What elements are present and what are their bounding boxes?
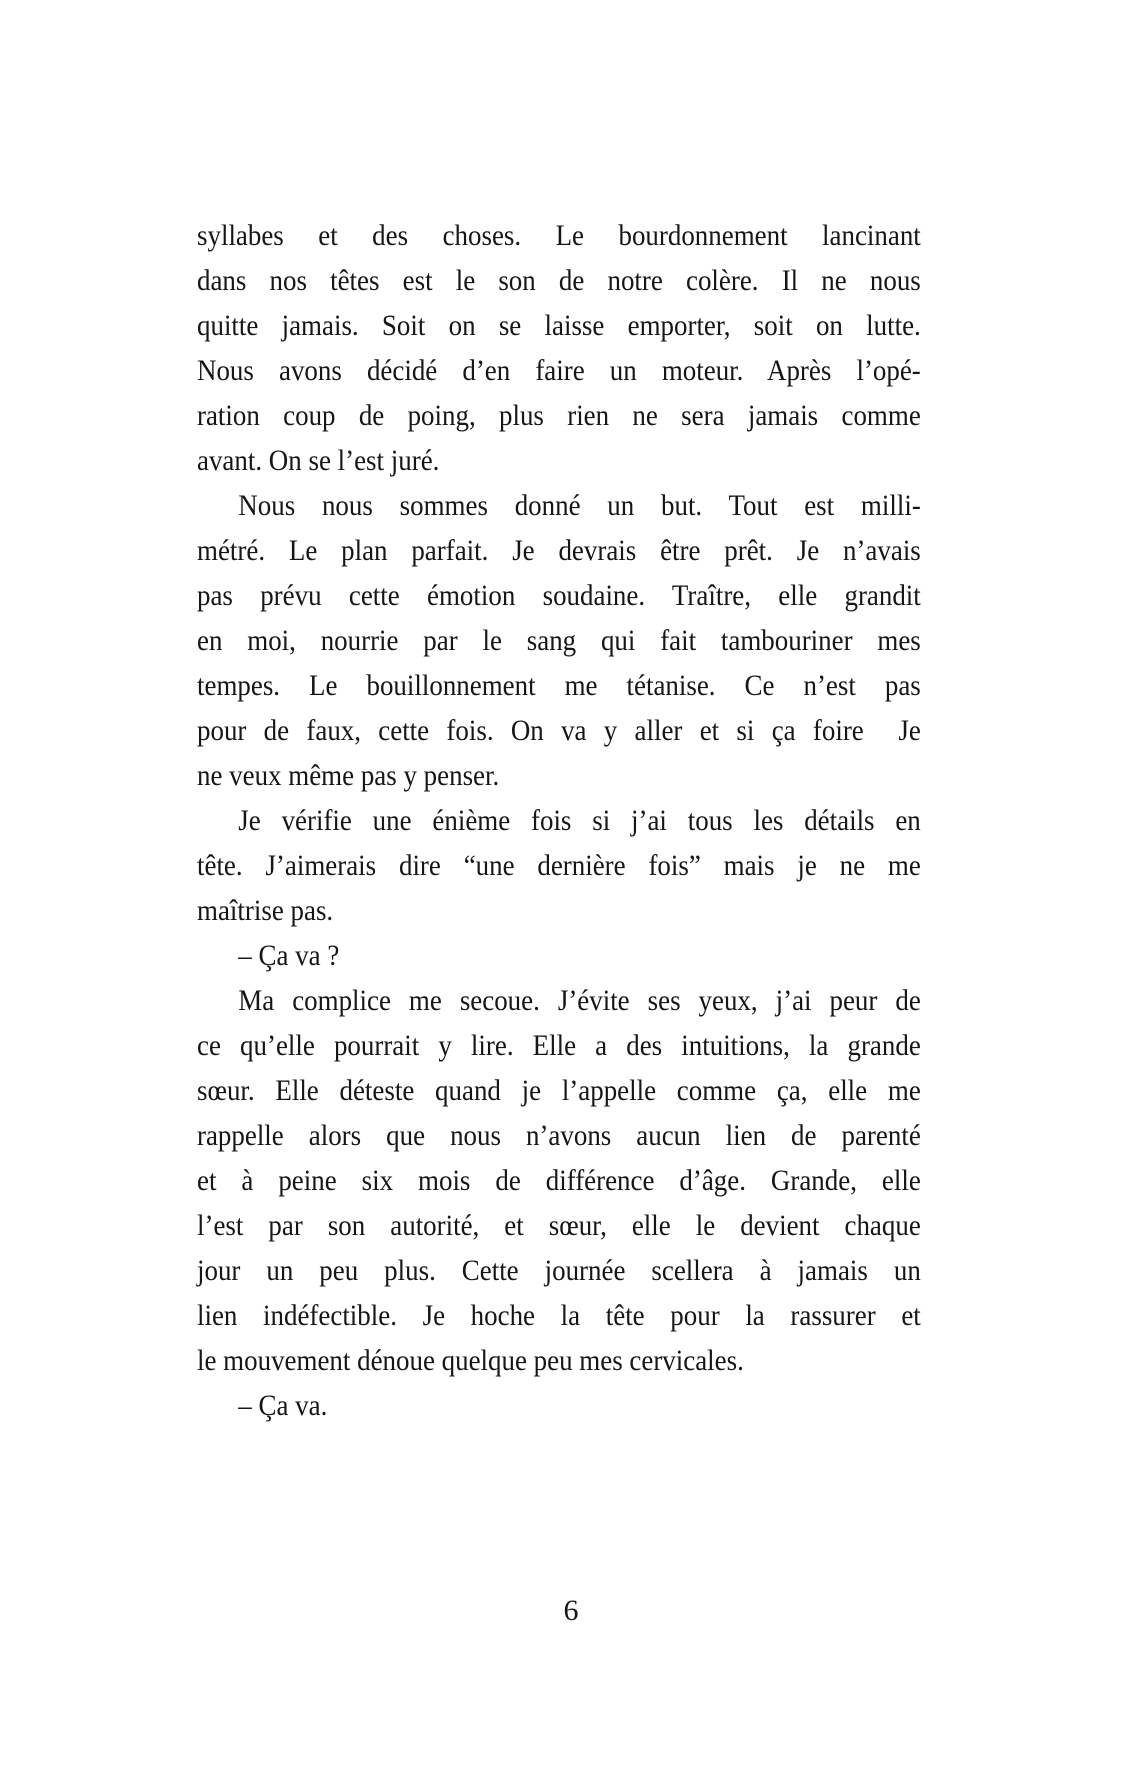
text-line: et à peine six mois de différence d’âge. Grande, elle (197, 1164, 921, 1197)
text-line: dans nos têtes est le son de notre colère. Il ne nous (197, 264, 921, 297)
text-block (197, 213, 921, 1428)
text-line: Je vérifie une énième fois si j’ai tous les détails en (238, 804, 921, 837)
text-line: – Ça va ? (238, 939, 340, 972)
text-line: ce qu’elle pourrait y lire. Elle a des intuitions, la grande (197, 1029, 921, 1062)
text-line: Ma complice me secoue. J’évite ses yeux, j’ai peur de (238, 984, 921, 1017)
text-line: lien indéfectible. Je hoche la tête pour la rassurer et (197, 1299, 921, 1332)
text-line: ration coup de poing, plus rien ne sera jamais comme (197, 399, 921, 432)
text-line: pas prévu cette émotion soudaine. Traître, elle grandit (197, 579, 921, 612)
text-line: le mouvement dénoue quelque peu mes cervicales. (197, 1344, 744, 1377)
text-line: Nous avons décidé d’en faire un moteur. Après l’opé- (197, 354, 921, 387)
text-line: rappelle alors que nous n’avons aucun lien de parenté (197, 1119, 921, 1152)
text-line: jour un peu plus. Cette journée scellera à jamais un (197, 1254, 921, 1287)
page-number: 6 (563, 1594, 579, 1627)
text-line: – Ça va. (238, 1389, 328, 1422)
text-line: Nous nous sommes donné un but. Tout est milli- (238, 489, 921, 522)
text-line: en moi, nourrie par le sang qui fait tambouriner mes (197, 624, 921, 657)
text-line: syllabes et des choses. Le bourdonnement lancinant (197, 219, 921, 252)
text-line: pour de faux, cette fois. On va y aller et si ça foire Je (197, 714, 921, 747)
text-line: l’est par son autorité, et sœur, elle le devient chaque (197, 1209, 921, 1242)
text-line: sœur. Elle déteste quand je l’appelle comme ça, elle me (197, 1074, 921, 1107)
text-line: ne veux même pas y penser. (197, 759, 500, 792)
text-line: quitte jamais. Soit on se laisse emporter, soit on lutte. (197, 309, 921, 342)
text-line: maîtrise pas. (197, 894, 334, 927)
text-line: métré. Le plan parfait. Je devrais être prêt. Je n’avais (197, 534, 921, 567)
text-line: tempes. Le bouillonnement me tétanise. Ce n’est pas (197, 669, 921, 702)
text-line: avant. On se l’est juré. (197, 444, 440, 477)
text-line: tête. J’aimerais dire “une dernière fois” mais je ne me (197, 849, 921, 882)
